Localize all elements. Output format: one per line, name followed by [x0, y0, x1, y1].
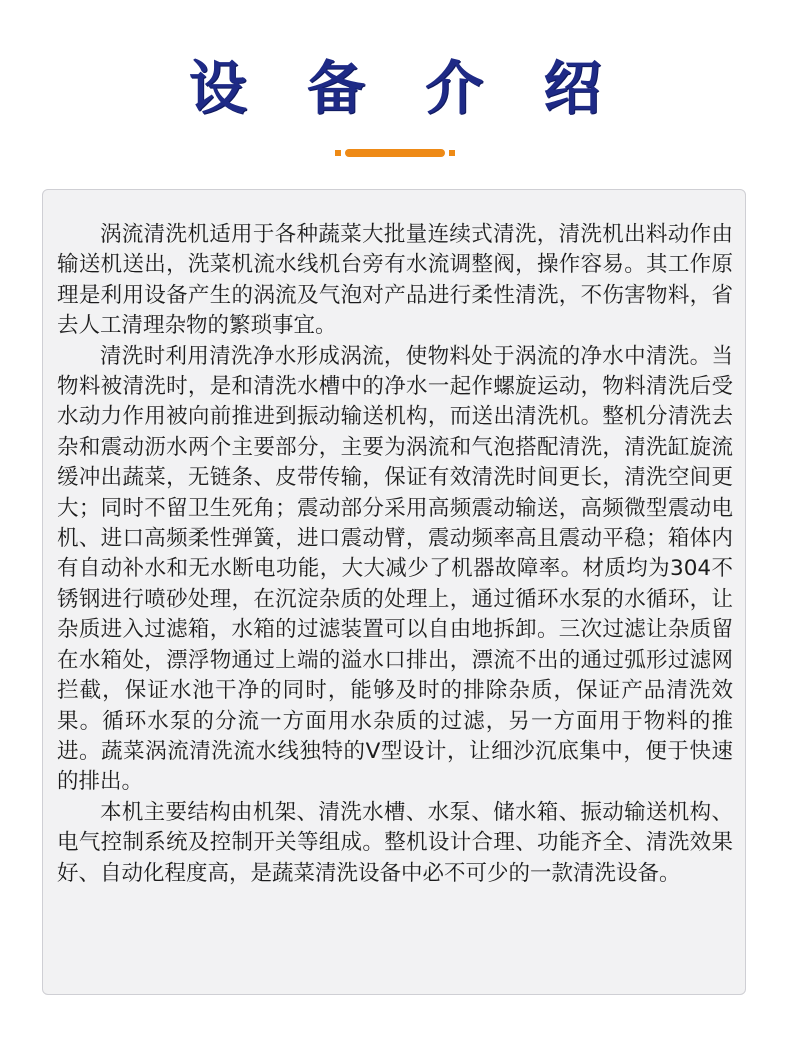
divider-bar: [345, 149, 445, 157]
description-card: [42, 189, 746, 995]
description-paragraph-1: 涡流清洗机适用于各种蔬菜大批量连续式清洗，清洗机出料动作由输送机送出，洗菜机流水线机台旁有水流调整阀，操作容易。其工作原理是利用设备产生的涡流及气泡对产品进行柔性清洗，不伤害物料，省去人工清理杂物的繁琐事宜。: [57, 222, 733, 339]
page-title: 设 备 介 绍: [188, 54, 622, 122]
title-divider: [335, 150, 455, 156]
divider-dot-left: [335, 150, 341, 156]
description-text: [57, 220, 733, 889]
description-paragraph-3: 本机主要结构由机架、清洗水槽、水泵、储水箱、振动输送机构、电气控制系统及控制开关等组成。整机设计合理、功能齐全、清洗效果好、自动化程度高，是蔬菜清洗设备中必不可少的一款清洗设备。: [57, 799, 733, 886]
divider-dot-right: [449, 150, 455, 156]
description-paragraph-2: 清洗时利用清洗净水形成涡流，使物料处于涡流的净水中清洗。当物料被清洗时，是和清洗水槽中的净水一起作螺旋运动，物料清洗后受水动力作用被向前推进到振动输送机构，而送出清洗机。整机分清洗去杂和震动沥水两个主要部分，主要为涡流和气泡搭配清洗，清洗缸旋流缓冲出蔬菜，无链条、皮带传输，保证有效清洗时间更长，清洗空间更大；同时不留卫生死角；震动部分采用高频震动输送，高频微型震动电机、进口高频柔性弹簧，进口震动臂，震动频率高且震动平稳；箱体内有自动补水和无水断电功能，大大减少了机器故障率。材质均为304不锈钢进行喷砂处理，在沉淀杂质的处理上，通过循环水泵的水循环，让杂质进入过滤箱，水箱的过滤装置可以自由地拆卸。三次过滤让杂质留在水箱处，漂浮物通过上端的溢水口排出，漂流不出的通过弧形过滤网拦截，保证水池干净的同时，能够及时的排除杂质，保证产品清洗效果。循环水泵的分流一方面用水杂质的过滤，另一方面用于物料的推进。蔬菜涡流清洗流水线独特的V型设计，让细沙沉底集中，便于快速的排出。: [57, 343, 733, 795]
